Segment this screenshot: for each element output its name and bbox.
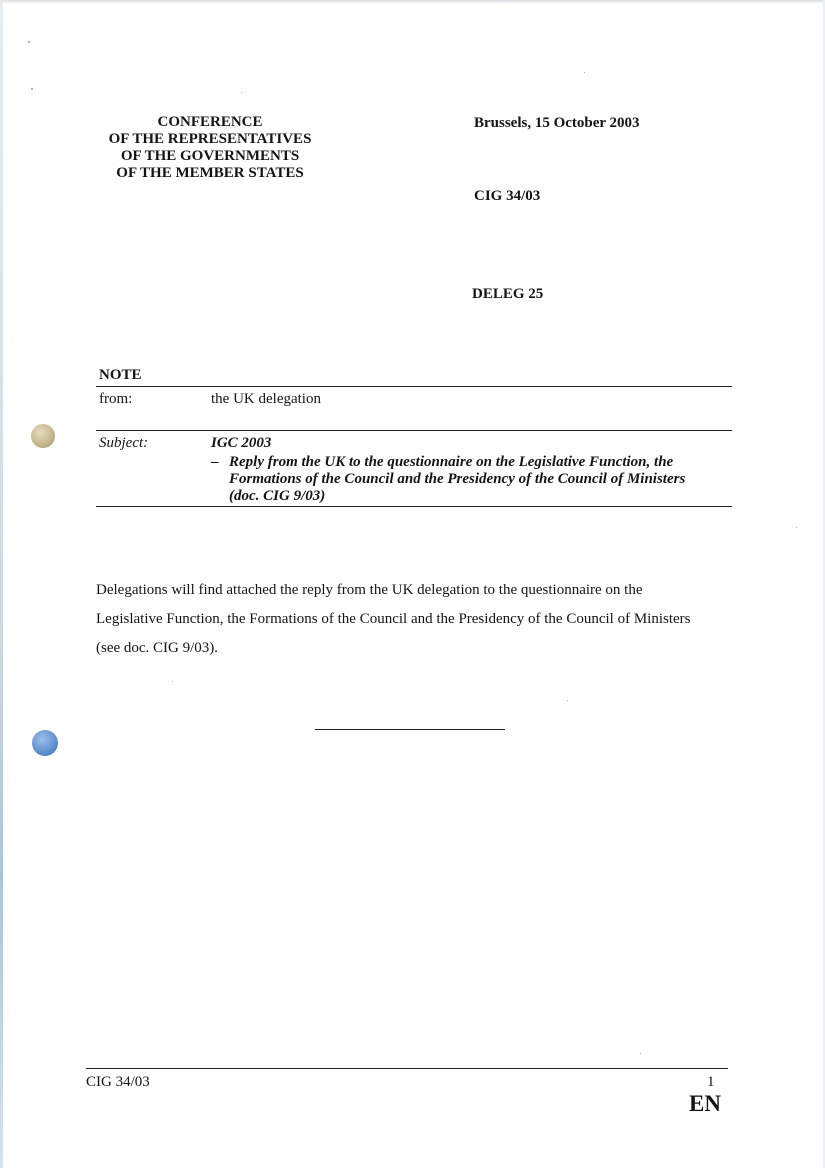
page-top-edge	[0, 0, 825, 4]
issuer-line: OF THE GOVERNMENTS	[120, 148, 300, 164]
scan-speck	[796, 527, 797, 528]
divider	[96, 386, 732, 387]
issuer-line: CONFERENCE	[157, 114, 263, 130]
punch-hole	[31, 424, 55, 448]
note-type-label: NOTE	[99, 367, 142, 383]
page-left-edge	[0, 0, 3, 1168]
body-line: Delegations will find attached the reply from the UK delegation to the questionnaire on the	[96, 582, 643, 598]
subject-text	[229, 454, 729, 505]
subject-label: Subject:	[99, 435, 149, 451]
document-reference: CIG 34/03	[474, 188, 541, 204]
divider	[96, 430, 732, 431]
scan-speck	[567, 700, 568, 701]
scan-speck	[584, 72, 585, 73]
body-line: (see doc. CIG 9/03).	[96, 640, 219, 656]
punch-hole	[32, 730, 58, 756]
subject-title: IGC 2003	[211, 435, 272, 451]
divider	[96, 506, 732, 507]
footer-document-reference: CIG 34/03	[86, 1074, 150, 1090]
from-label: from:	[99, 391, 133, 407]
page-number: 1	[707, 1074, 715, 1090]
scan-speck	[28, 41, 30, 43]
classification-code: DELEG 25	[472, 286, 544, 302]
issuer-line: OF THE REPRESENTATIVES	[108, 131, 312, 147]
body-paragraph	[96, 576, 736, 663]
body-line: Legislative Function, the Formations of the Council and the Presidency of the Council of Ministers	[96, 611, 691, 627]
scan-speck	[640, 1053, 641, 1054]
footer-divider	[86, 1068, 728, 1069]
scan-speck	[31, 88, 33, 90]
from-value: the UK delegation	[211, 391, 321, 407]
subject-line: (doc. CIG 9/03)	[229, 488, 326, 504]
language-code: EN	[689, 1091, 721, 1116]
end-of-text-rule	[315, 729, 505, 730]
subject-line: Reply from the UK to the questionnaire on the Legislative Function, the	[229, 454, 674, 470]
subject-line: Formations of the Council and the Presidency of the Council of Ministers	[229, 471, 686, 487]
subject-dash: –	[211, 454, 219, 470]
scan-speck	[241, 92, 242, 93]
scan-speck	[172, 681, 173, 682]
issuer-block	[80, 114, 340, 182]
issuer-line: OF THE MEMBER STATES	[116, 165, 304, 181]
place-date: Brussels, 15 October 2003	[474, 115, 640, 131]
